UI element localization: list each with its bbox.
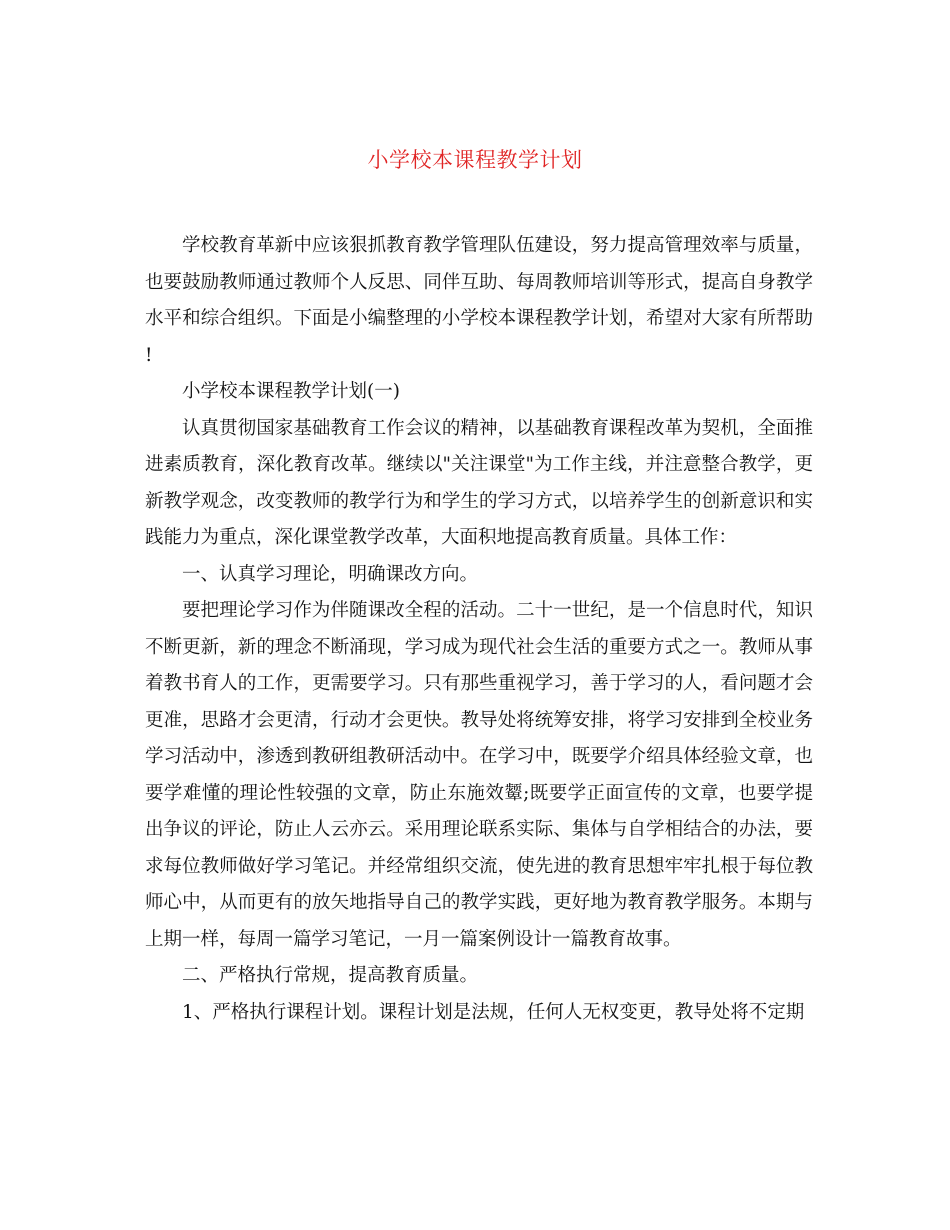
document-title: 小学校本课程教学计划 — [367, 148, 583, 172]
document-body — [145, 228, 813, 1031]
intro-paragraph: 学校教育革新中应该狠抓教育教学管理队伍建设，努力提高管理效率与质量，也要鼓励教师通过教师个人反思、同伴互助、每周教师培训等形式，提高自身教学水平和综合组织。下面是小编整理的小学校本课程教学计划，希望对大家有所帮助! — [145, 235, 813, 366]
section-heading-routine: 二、严格执行常规，提高教育质量。 — [182, 965, 479, 986]
theory-study-paragraph: 要把理论学习作为伴随课改全程的活动。二十一世纪，是一个信息时代，知识不断更新，新的理念不断涌现，学习成为现代社会生活的重要方式之一。教师从事着教书育人的工作，更需要学习。只有那些重视学习，善于学习的人，看问题才会更准，思路才会更清，行动才会更快。教导处将统筹安排，将学习安排到全校业务学习活动中，渗透到教研组教研活动中。在学习中，既要学介绍具体经验文章，也要学难懂的理论性较强的文章，防止东施效颦;既要学正面宣传的文章，也要学提出争议的评论，防止人云亦云。采用理论联系实际、集体与自学相结合的办法，要求每位教师做好学习笔记。并经常组织交流，使先进的教育思想牢牢扎根于每位教师心中，从而更有的放矢地指导自己的教学实践，更好地为教育教学服务。本期与上期一样，每周一篇学习笔记，一月一篇案例设计一篇教育故事。 — [145, 600, 813, 950]
section-heading-theory: 一、认真学习理论，明确课改方向。 — [182, 563, 479, 585]
plan-overview-paragraph: 认真贯彻国家基础教育工作会议的精神，以基础教育课程改革为契机，全面推进素质教育，深化教育改革。继续以"关注课堂"为工作主线，并注意整合教学，更新教学观念，改变教师的教学行为和学生的学习方式，以培养学生的创新意识和实践能力为重点，深化课堂教学改革，大面积地提高教育质量。具体工作： — [145, 417, 813, 548]
curriculum-plan-paragraph: 1、严格执行课程计划。课程计划是法规，任何人无权变更，教导处将不定期 — [182, 1001, 805, 1023]
section-heading-plan-one: 小学校本课程教学计划(一) — [182, 381, 400, 402]
